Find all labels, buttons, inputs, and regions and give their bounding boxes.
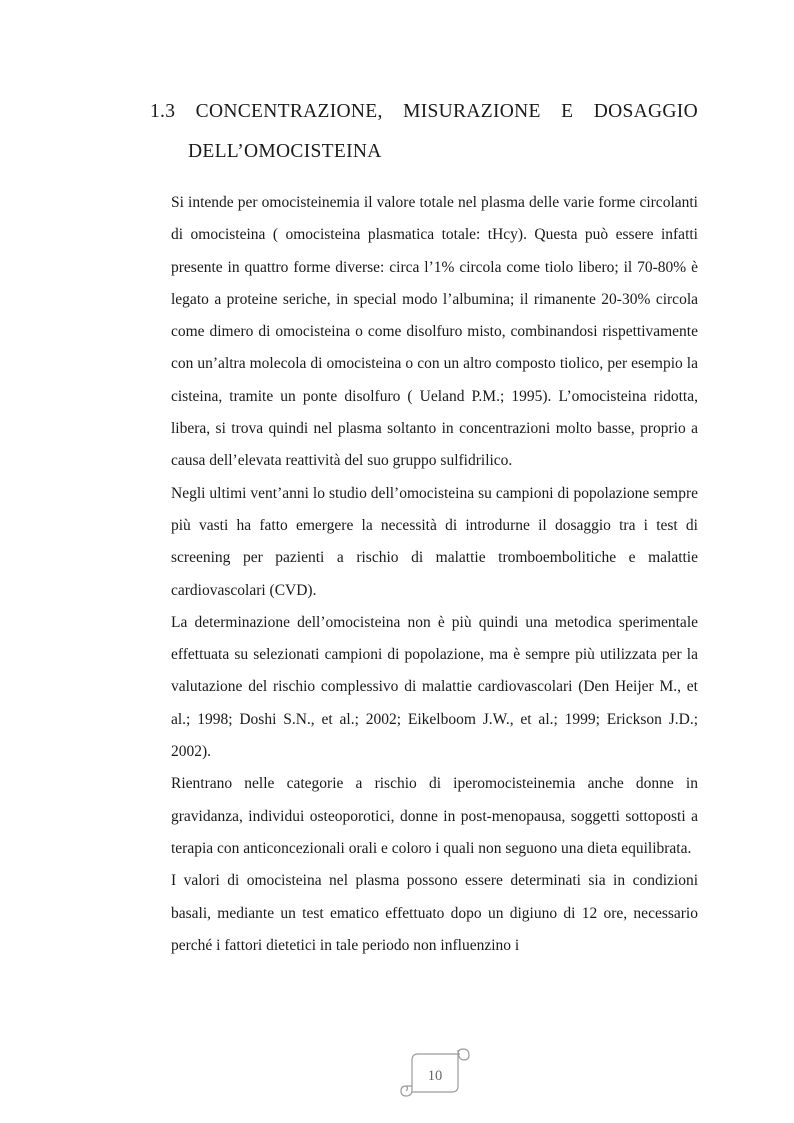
heading-word: DOSAGGIO [593,101,698,122]
page-footer [398,1046,472,1098]
heading-word: CONCENTRAZIONE, [195,101,383,122]
heading-word: MISURAZIONE [403,101,541,122]
body-text [171,187,698,962]
paragraph: La determinazione dell’omocisteina non è più quindi una metodica sperimentale effettuata su selezionati campioni di popolazione, ma è sempre più utilizzata per la valutazione del rischio complessivo di malattie cardiovascolari (Den Heijer M., et al.; 1998; Doshi S.N., et al.; 2002; Eikelboom J.W., et al.; 1999; Erickson J.D.; 2002). [171,613,698,761]
section-number: 1.3 [150,101,176,122]
section-heading [150,92,698,172]
paragraph: I valori di omocisteina nel plasma possono essere determinati sia in condizioni basali, mediante un test ematico effettuato dopo un digiuno di 12 ore, necessario perché i fattori dietetici in tale periodo non influenzino i [171,872,698,954]
section-heading-line2: DELL’OMOCISTEINA [188,141,382,162]
paragraph: Si intende per omocisteinemia il valore totale nel plasma delle varie forme circolanti di omocisteina ( omocisteina plasmatica totale: tHcy). Questa può essere infatti presente in quattro forme diverse: circa l’1% circola come tiolo libero; il 70-80% è legato a proteine seriche, in special modo l’albumina; il rimanente 20-30% circola come dimero di omocisteina o come disolfuro misto, combinandosi rispettivamente con un’altra molecola di omocisteina o con un altro composto tiolico, per esempio la cisteina, tramite un ponte disolfuro ( Ueland P.M.; 1995). L’omocisteina ridotta, libera, si trova quindi nel plasma soltanto in concentrazioni molto basse, proprio a causa dell’elevata reattività del suo gruppo sulfidrilico. [171,194,698,470]
paragraph: Rientrano nelle categorie a rischio di iperomocisteinemia anche donne in gravidanza, individui osteoporotici, donne in post-menopausa, soggetti sottoposti a terapia con anticoncezionali orali e coloro i quali non seguono una dieta equilibrata. [171,775,698,857]
heading-word: E [561,101,574,122]
page-number: 10 [427,1068,443,1084]
paragraph: Negli ultimi vent’anni lo studio dell’omocisteina su campioni di popolazione sempre più vasti ha fatto emergere la necessità di introdurne il dosaggio tra i test di screening per pazienti a rischio di malattie tromboembolitiche e malattie cardiovascolari (CVD). [171,484,698,599]
section-heading-line1 [150,92,698,132]
